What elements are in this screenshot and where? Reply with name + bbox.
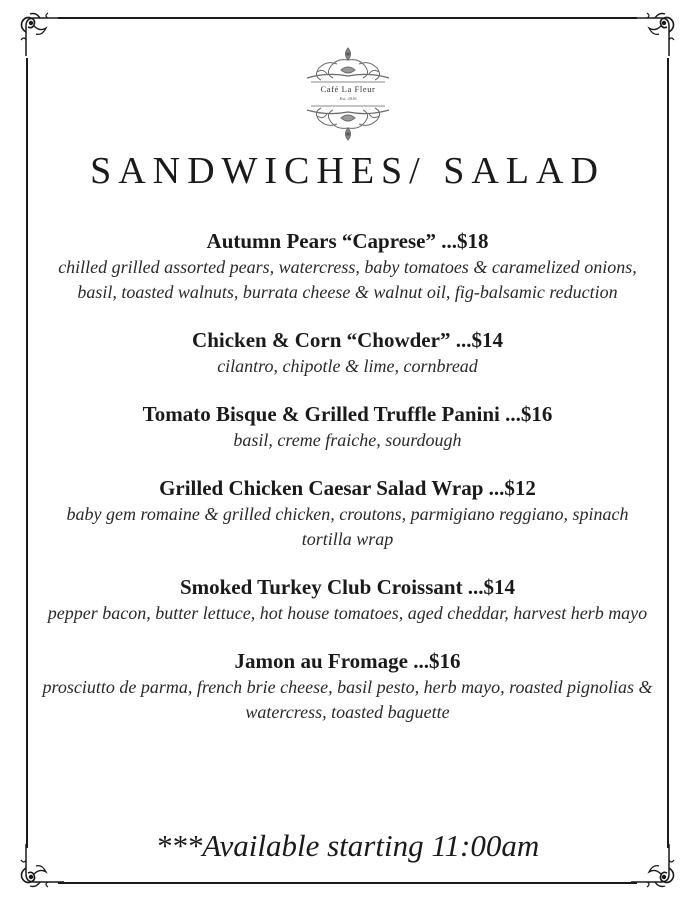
menu-item bbox=[40, 648, 655, 725]
corner-flourish-icon bbox=[631, 10, 677, 56]
menu-item-description: basil, creme fraiche, sourdough bbox=[233, 430, 462, 450]
menu-item bbox=[40, 327, 655, 379]
menu-item bbox=[40, 475, 655, 552]
menu-item-description: cilantro, chipotle & lime, cornbread bbox=[217, 356, 478, 376]
menu-item-description: pepper bacon, butter lettuce, hot house tomatoes, aged cheddar, harvest herb mayo bbox=[47, 603, 648, 623]
menu-item-description: prosciutto de parma, french brie cheese, basil pesto, herb mayo, roasted pignolias & watercress, toasted baguette bbox=[42, 677, 653, 722]
corner-flourish-icon bbox=[18, 10, 64, 56]
menu-item-description: chilled grilled assorted pears, watercress, baby tomatoes & caramelized onions, basil, toasted walnuts, burrata cheese & walnut oil, fig-balsamic reduction bbox=[58, 257, 637, 302]
menu-item-name: Autumn Pears “Caprese” ...$18 bbox=[206, 229, 489, 253]
menu-item bbox=[40, 401, 655, 453]
menu-item-name: Grilled Chicken Caesar Salad Wrap ...$12 bbox=[159, 476, 536, 500]
menu-list bbox=[40, 228, 655, 747]
frame-top-border bbox=[58, 17, 637, 19]
availability-note: ***Available starting 11:00am bbox=[155, 828, 540, 863]
page-title: SANDWICHES/ SALAD bbox=[90, 150, 605, 192]
menu-item-name: Smoked Turkey Club Croissant ...$14 bbox=[179, 575, 516, 599]
menu-item bbox=[40, 228, 655, 305]
menu-item-name: Tomato Bisque & Grilled Truffle Panini ...$16 bbox=[142, 402, 553, 426]
logo-established: Est. 2016 bbox=[339, 96, 357, 101]
menu-item bbox=[40, 574, 655, 626]
menu-item-name: Chicken & Corn “Chowder” ...$14 bbox=[192, 328, 503, 352]
frame-bottom-border bbox=[58, 882, 637, 884]
menu-item-description: baby gem romaine & grilled chicken, croutons, parmigiano reggiano, spinach tortilla wrap bbox=[66, 504, 629, 549]
logo-name: Café La Fleur bbox=[297, 84, 399, 95]
cafe-logo bbox=[297, 44, 399, 144]
menu-item-name: Jamon au Fromage ...$16 bbox=[234, 649, 461, 673]
